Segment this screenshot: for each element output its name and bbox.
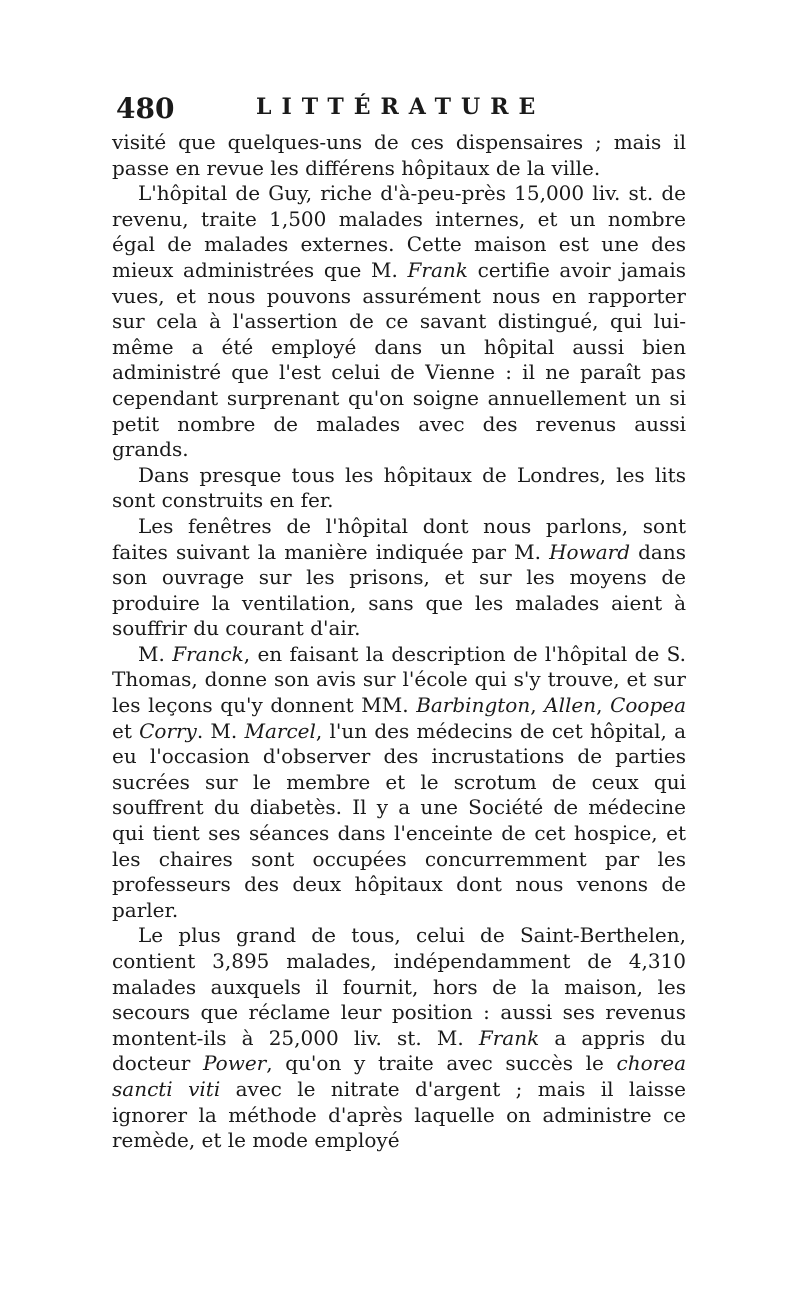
paragraph	[112, 514, 686, 642]
text-run: , qu'on y traite avec succès le	[266, 1051, 617, 1076]
text-run: visité que quelques-uns de ces dispensaires ; mais il passe en revue les différens hôpitaux de la ville.	[112, 130, 686, 180]
text-run: dans son ouvrage sur les prisons, et sur les moyens de produire la ventilation, sans que les malades aient à souffrir du courant d'air.	[112, 539, 686, 641]
text-run: , l'un des médecins de cet hôpital, a eu l'occasion d'observer des incrustations de parties sucrées sur le membre et le scrotum de ceux qui souffrent du diabetès. Il y a une Société de médecine qui tient ses séances dans l'enceinte de cet hospice, et les chaires sont occupées concurremment par les professeurs des deux hôpitaux dont nous venons de parler.	[112, 718, 686, 922]
italic-name: Frank	[478, 1025, 540, 1050]
running-head	[116, 92, 686, 132]
text-run: . M.	[196, 718, 245, 743]
text-run: certifie avoir jamais vues, et nous pouvons assurément nous en rapporter sur cela à l'assertion de ce savant distingué, qui lui-même a été employé dans un hôpital aussi bien administré que l'est celui de Vienne : il ne paraît pas cependant surprenant qu'on soigne annuellement un si petit nombre de malades avec des revenus aussi grands.	[112, 257, 686, 462]
italic-name: Allen	[544, 693, 597, 718]
running-title: LITTÉRATURE	[256, 94, 546, 120]
text-run: M.	[138, 641, 173, 666]
paragraph	[112, 181, 686, 463]
paragraph	[112, 463, 686, 514]
italic-name: Barbington	[416, 693, 531, 718]
italic-name: Corry	[139, 718, 197, 743]
text-run: a appris du docteur	[112, 1025, 686, 1076]
body-text	[112, 130, 686, 1154]
text-run: ,	[530, 693, 545, 718]
text-run: , en faisant la description de l'hôpital de S. Thomas, donne son avis sur l'école qui s'y trouve, et sur les leçons qu'y donnent MM.	[112, 641, 686, 718]
page-number: 480	[116, 92, 175, 125]
text-run: avec le nitrate d'argent ; mais il laisse ignorer la méthode d'après laquelle on administre ce remède, et le mode employé	[112, 1076, 686, 1153]
italic-name: Howard	[549, 539, 630, 564]
italic-name: Marcel	[244, 718, 316, 743]
italic-name: Coopea	[610, 693, 687, 718]
italic-name: chorea sancti viti	[112, 1051, 686, 1101]
paragraph	[112, 130, 686, 181]
text-run: ,	[596, 693, 611, 718]
paragraph	[112, 642, 686, 924]
italic-name: Franck	[172, 641, 244, 666]
italic-name: Frank	[407, 257, 468, 282]
text-run: Les fenêtres de l'hôpital dont nous parlons, sont faites suivant la manière indiquée par M.	[112, 513, 686, 564]
text-run: L'hôpital de Guy, riche d'à-peu-près 15,000 liv. st. de revenu, traite 1,500 malades internes, et un nombre égal de malades externes. Cette maison est une des mieux administrées que M.	[112, 181, 686, 282]
paragraph	[112, 923, 686, 1153]
text-run: et	[112, 718, 140, 743]
text-run: Dans presque tous les hôpitaux de Londres, les lits sont construits en fer.	[112, 462, 686, 513]
italic-name: Power	[203, 1051, 267, 1076]
text-run: Le plus grand de tous, celui de Saint-Berthelen, contient 3,895 malades, indépendamment de 4,310 malades auxquels il fournit, hors de la maison, les secours que réclame leur position : aussi ses revenus montent-ils à 25,000 liv. st. M.	[112, 923, 686, 1050]
